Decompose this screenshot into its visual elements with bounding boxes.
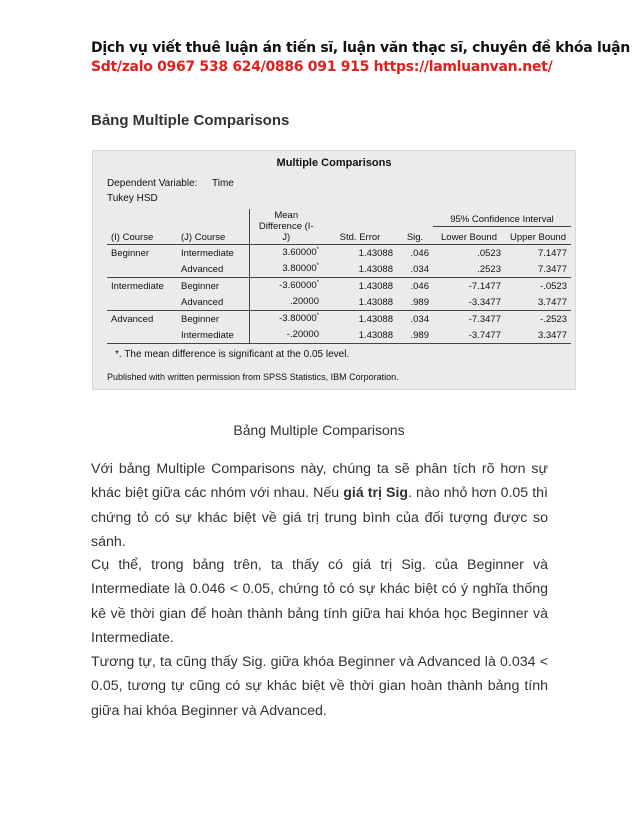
section-title: Bảng Multiple Comparisons — [91, 112, 290, 129]
test-method: Tukey HSD — [107, 193, 158, 204]
multiple-comparisons-table — [107, 209, 571, 344]
table-row: Advanced .20000 1.43088 .989 -3.3477 3.7477 — [107, 294, 571, 311]
paragraph-beginner-intermediate: Cụ thể, trong bảng trên, ta thấy có giá trị Sig. của Beginner và Intermediate là 0.046 < 0.05, chứng tỏ có sự khác biệt có ý nghĩa thống kê về thời gian để hoàn thành bảng tính giữa hai khóa học Beginner và Intermediate. — [91, 557, 548, 646]
spss-output-image — [92, 150, 576, 390]
col-header-upper-bound: Upper Bound — [505, 226, 571, 244]
table-row: Intermediate Beginner -3.60000* 1.43088 .046 -7.1477 -.0523 — [107, 278, 571, 295]
significance-note: *. The mean difference is significant at the 0.05 level. — [115, 349, 350, 360]
col-header-i-course: (I) Course — [107, 209, 177, 245]
col-header-std-error: Std. Error — [323, 209, 397, 245]
col-header-mean-difference: Mean Difference (I- J) — [249, 209, 323, 245]
figure-caption: Bảng Multiple Comparisons — [233, 422, 405, 438]
header-service-line: Dịch vụ viết thuê luận án tiến sĩ, luận văn thạc sĩ, chuyên đề khóa luận — [91, 40, 630, 56]
dependent-variable-value: Time — [212, 178, 234, 189]
col-header-confidence-interval: 95% Confidence Interval — [433, 209, 571, 226]
bold-sig-term: giá trị Sig — [343, 485, 409, 502]
published-notice: Published with written permission from SPSS Statistics, IBM Corporation. — [107, 372, 399, 382]
table-row: Intermediate -.20000 1.43088 .989 -3.7477 3.3477 — [107, 327, 571, 344]
col-header-sig: Sig. — [397, 209, 433, 245]
table-title: Multiple Comparisons — [276, 157, 392, 169]
col-header-lower-bound: Lower Bound — [433, 226, 505, 244]
table-row: Advanced Beginner -3.80000* 1.43088 .034 -7.3477 -.2523 — [107, 311, 571, 328]
col-header-j-course: (J) Course — [177, 209, 249, 245]
paragraph-beginner-advanced: Tương tự, ta cũng thấy Sig. giữa khóa Beginner và Advanced là 0.034 < 0.05, tương tự cũng có sự khác biệt về thời gian hoàn thành bảng tính giữa hai khóa Beginner và Advanced. — [91, 654, 548, 719]
header-contact-line: Sdt/zalo 0967 538 624/0886 091 915 https://lamluanvan.net/ — [91, 59, 553, 75]
table-row: Advanced 3.80000* 1.43088 .034 .2523 7.3477 — [107, 261, 571, 278]
dependent-variable-label: Dependent Variable: — [107, 178, 198, 189]
paragraph-intro: Với bảng Multiple Comparisons này, chúng ta sẽ phân tích rõ hơn sự khác biệt giữa các nhóm với nhau. Nếu giá trị Sig. nào nhỏ hơn 0.05 thì chứng tỏ có sự khác biệt về giá trị trung bình của đối tượng được so sánh. — [91, 461, 549, 550]
table-row: Beginner Intermediate 3.60000* 1.43088 .046 .0523 7.1477 — [107, 245, 571, 262]
